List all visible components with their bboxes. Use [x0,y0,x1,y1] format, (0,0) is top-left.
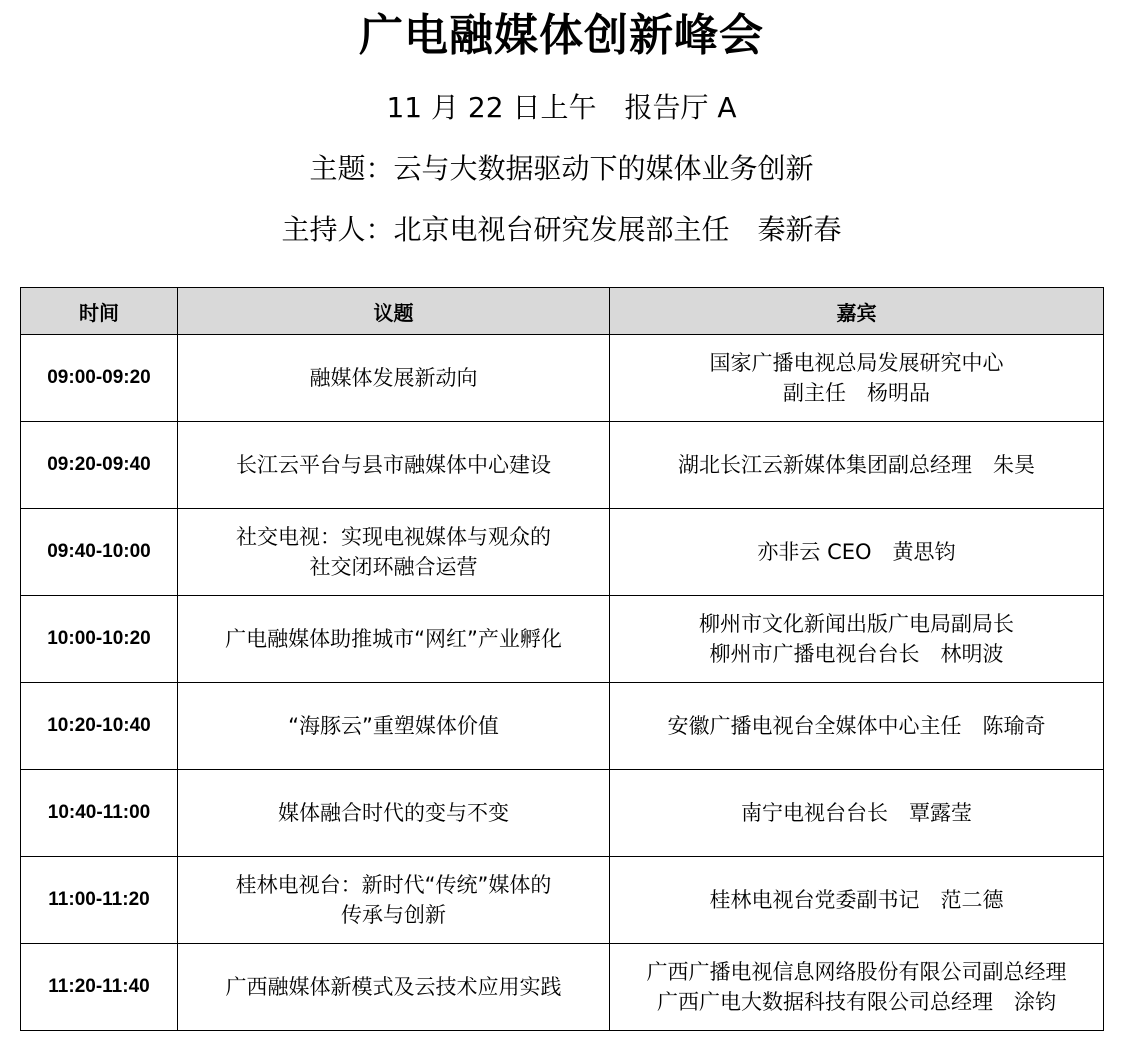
table-row [21,596,1104,683]
guest-line: 副主任 杨明品 [783,381,930,405]
topic-line: 媒体融合时代的变与不变 [278,801,509,825]
column-header-topic: 议题 [178,288,610,335]
guest-cell [610,944,1104,1031]
topic-cell [178,770,610,857]
table-row [21,857,1104,944]
guest-line: 南宁电视台台长 覃露莹 [741,801,972,825]
column-header-time: 时间 [21,288,178,335]
guest-line: 湖北长江云新媒体集团副总经理 朱昊 [678,453,1035,477]
topic-cell [178,509,610,596]
topic-line: “海豚云”重塑媒体价值 [288,714,499,738]
time-cell: 09:20-09:40 [21,422,178,509]
table-row [21,770,1104,857]
time-cell: 11:20-11:40 [21,944,178,1031]
topic-line: 长江云平台与县市融媒体中心建设 [236,453,551,477]
topic-line: 广西融媒体新模式及云技术应用实践 [225,975,562,999]
schedule-table [20,287,1104,1031]
topic-line: 桂林电视台：新时代“传统”媒体的 [235,873,552,897]
topic-line: 社交闭环融合运营 [309,555,478,579]
table-header-row [21,288,1104,335]
topic-cell [178,683,610,770]
session-info: 11 月 22 日上午 报告厅 A [386,91,737,124]
time-cell: 09:00-09:20 [21,335,178,422]
guest-line: 桂林电视台党委副书记 范二德 [709,888,1004,912]
guest-line: 国家广播电视总局发展研究中心 [709,351,1004,375]
time-cell: 10:20-10:40 [21,683,178,770]
topic-line: 传承与创新 [341,903,446,927]
time-cell: 10:00-10:20 [21,596,178,683]
guest-cell [610,596,1104,683]
topic-line: 社交电视：实现电视媒体与观众的 [236,525,551,549]
time-cell: 10:40-11:00 [21,770,178,857]
topic-line: 融媒体发展新动向 [309,366,478,390]
time-cell: 11:00-11:20 [21,857,178,944]
table-row [21,944,1104,1031]
guest-cell [610,770,1104,857]
topic-cell [178,335,610,422]
guest-line: 亦非云 CEO 黄思钧 [757,540,956,564]
column-header-guest: 嘉宾 [610,288,1104,335]
topic-cell [178,944,610,1031]
guest-line: 安徽广播电视台全媒体中心主任 陈瑜奇 [667,714,1046,738]
guest-line: 柳州市文化新闻出版广电局副局长 [699,612,1014,636]
topic-cell [178,422,610,509]
time-cell: 09:40-10:00 [21,509,178,596]
guest-line: 广西广电大数据科技有限公司总经理 涂钧 [657,990,1056,1014]
topic-cell [178,857,610,944]
guest-line: 柳州市广播电视台台长 林明波 [709,642,1004,666]
guest-cell [610,335,1104,422]
topic-line: 广电融媒体助推城市“网红”产业孵化 [225,627,562,651]
session-host: 主持人：北京电视台研究发展部主任 秦新春 [281,213,842,246]
guest-line: 广西广播电视信息网络股份有限公司副总经理 [646,960,1067,984]
table-row [21,335,1104,422]
document-title: 广电融媒体创新峰会 [359,10,764,61]
table-row [21,509,1104,596]
table-row [21,422,1104,509]
topic-cell [178,596,610,683]
table-row [21,683,1104,770]
guest-cell [610,422,1104,509]
guest-cell [610,683,1104,770]
guest-cell [610,857,1104,944]
guest-cell [610,509,1104,596]
session-theme: 主题：云与大数据驱动下的媒体业务创新 [309,152,814,185]
